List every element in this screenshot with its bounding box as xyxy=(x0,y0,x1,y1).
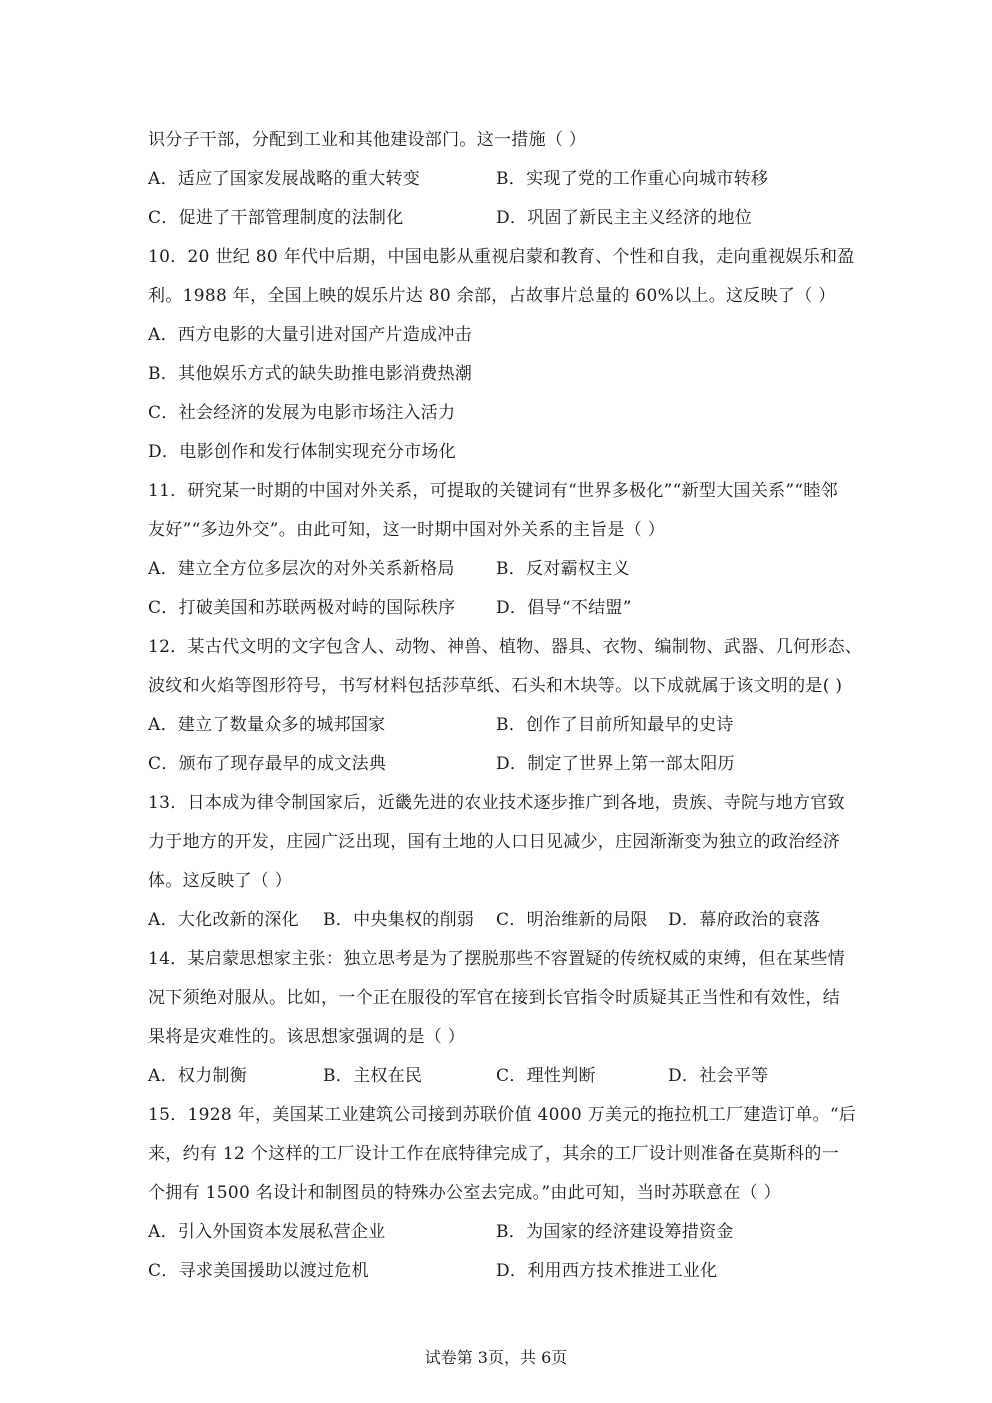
question-15-stem-line-2: 来，约有 12 个这样的工厂设计工作在底特律完成了，其余的工厂设计则准备在莫斯科的一 xyxy=(148,1144,840,1164)
question-14-option-b: B．主权在民 xyxy=(323,1066,423,1086)
question-15-option-d: D．利用西方技术推进工业化 xyxy=(496,1261,718,1281)
question-11-stem-line-2: 友好”“多边外交”。由此可知，这一时期中国对外关系的主旨是（ ） xyxy=(148,520,666,540)
question-9-option-c: C．促进了干部管理制度的法制化 xyxy=(148,208,404,228)
question-12-option-a: A．建立了数量众多的城邦国家 xyxy=(148,715,386,735)
question-11-option-a: A．建立全方位多层次的对外关系新格局 xyxy=(148,559,455,579)
question-15-stem-line-1: 15．1928 年，美国某工业建筑公司接到苏联价值 4000 万美元的拖拉机工厂建造订单。“后 xyxy=(148,1105,857,1125)
question-9-option-b: B．实现了党的工作重心向城市转移 xyxy=(496,169,769,189)
question-15-option-b: B．为国家的经济建设筹措资金 xyxy=(496,1222,734,1242)
question-12-option-d: D．制定了世界上第一部太阳历 xyxy=(496,754,735,774)
question-9-stem-tail: 识分子干部，分配到工业和其他建设部门。这一措施（ ） xyxy=(148,130,587,150)
question-13-stem-line-1: 13．日本成为律令制国家后，近畿先进的农业技术逐步推广到各地，贵族、寺院与地方官致 xyxy=(148,793,845,813)
question-12-stem-line-2: 波纹和火焰等图形符号，书写材料包括莎草纸、石头和木块等。以下成就属于该文明的是( ) xyxy=(148,676,843,696)
question-11-option-c: C．打破美国和苏联两极对峙的国际秩序 xyxy=(148,598,456,618)
question-14-stem-line-2: 况下须绝对服从。比如，一个正在服役的军官在接到长官指令时质疑其正当性和有效性，结 xyxy=(148,988,840,1008)
question-12-option-c: C．颁布了现存最早的成文法典 xyxy=(148,754,387,774)
question-13-option-d: D．幕府政治的衰落 xyxy=(668,910,821,930)
question-9-option-d: D．巩固了新民主主义经济的地位 xyxy=(496,208,753,228)
question-12-stem-line-1: 12．某古代文明的文字包含人、动物、神兽、植物、器具、衣物、编制物、武器、几何形态、 xyxy=(148,637,863,657)
question-14-option-d: D．社会平等 xyxy=(668,1066,769,1086)
question-13-option-c: C．明治维新的局限 xyxy=(496,910,648,930)
question-11-option-d: D．倡导“不结盟” xyxy=(496,598,632,618)
question-13-option-a: A．大化改新的深化 xyxy=(148,910,299,930)
question-14-option-c: C．理性判断 xyxy=(496,1066,596,1086)
question-11-option-b: B．反对霸权主义 xyxy=(496,559,630,579)
question-14-stem-line-3: 果将是灾难性的。该思想家强调的是（ ） xyxy=(148,1027,466,1047)
question-10-option-d: D．电影创作和发行体制实现充分市场化 xyxy=(148,442,457,462)
question-13-option-b: B．中央集权的削弱 xyxy=(323,910,475,930)
question-14-stem-line-1: 14．某启蒙思想家主张：独立思考是为了摆脱那些不容置疑的传统权威的束缚，但在某些情 xyxy=(148,949,845,969)
question-14-option-a: A．权力制衡 xyxy=(148,1066,248,1086)
question-10-option-c: C．社会经济的发展为电影市场注入活力 xyxy=(148,403,456,423)
question-11-stem-line-1: 11．研究某一时期的中国对外关系，可提取的关键词有“世界多极化”“新型大国关系”“睦邻 xyxy=(148,481,838,501)
question-12-option-b: B．创作了目前所知最早的史诗 xyxy=(496,715,734,735)
question-10-stem-line-2: 利。1988 年，全国上映的娱乐片达 80 余部，占故事片总量的 60%以上。这反映了（ ） xyxy=(148,286,836,306)
question-9-option-a: A．适应了国家发展战略的重大转变 xyxy=(148,169,421,189)
question-15-option-c: C．寻求美国援助以渡过危机 xyxy=(148,1261,369,1281)
page-footer: 试卷第 3页，共 6页 xyxy=(424,1348,568,1367)
question-13-stem-line-3: 体。这反映了（ ） xyxy=(148,871,293,891)
question-10-option-a: A．西方电影的大量引进对国产片造成冲击 xyxy=(148,325,472,345)
question-10-option-b: B．其他娱乐方式的缺失助推电影消费热潮 xyxy=(148,364,473,384)
question-10-stem-line-1: 10．20 世纪 80 年代中后期，中国电影从重视启蒙和教育、个性和自我，走向重视娱乐和盈 xyxy=(148,247,855,267)
question-15-stem-line-3: 个拥有 1500 名设计和制图员的特殊办公室去完成。”由此可知，当时苏联意在（ ） xyxy=(148,1183,781,1203)
question-13-stem-line-2: 力于地方的开发，庄园广泛出现，国有土地的人口日见减少，庄园渐渐变为独立的政治经济 xyxy=(148,832,840,852)
question-15-option-a: A．引入外国资本发展私营企业 xyxy=(148,1222,386,1242)
